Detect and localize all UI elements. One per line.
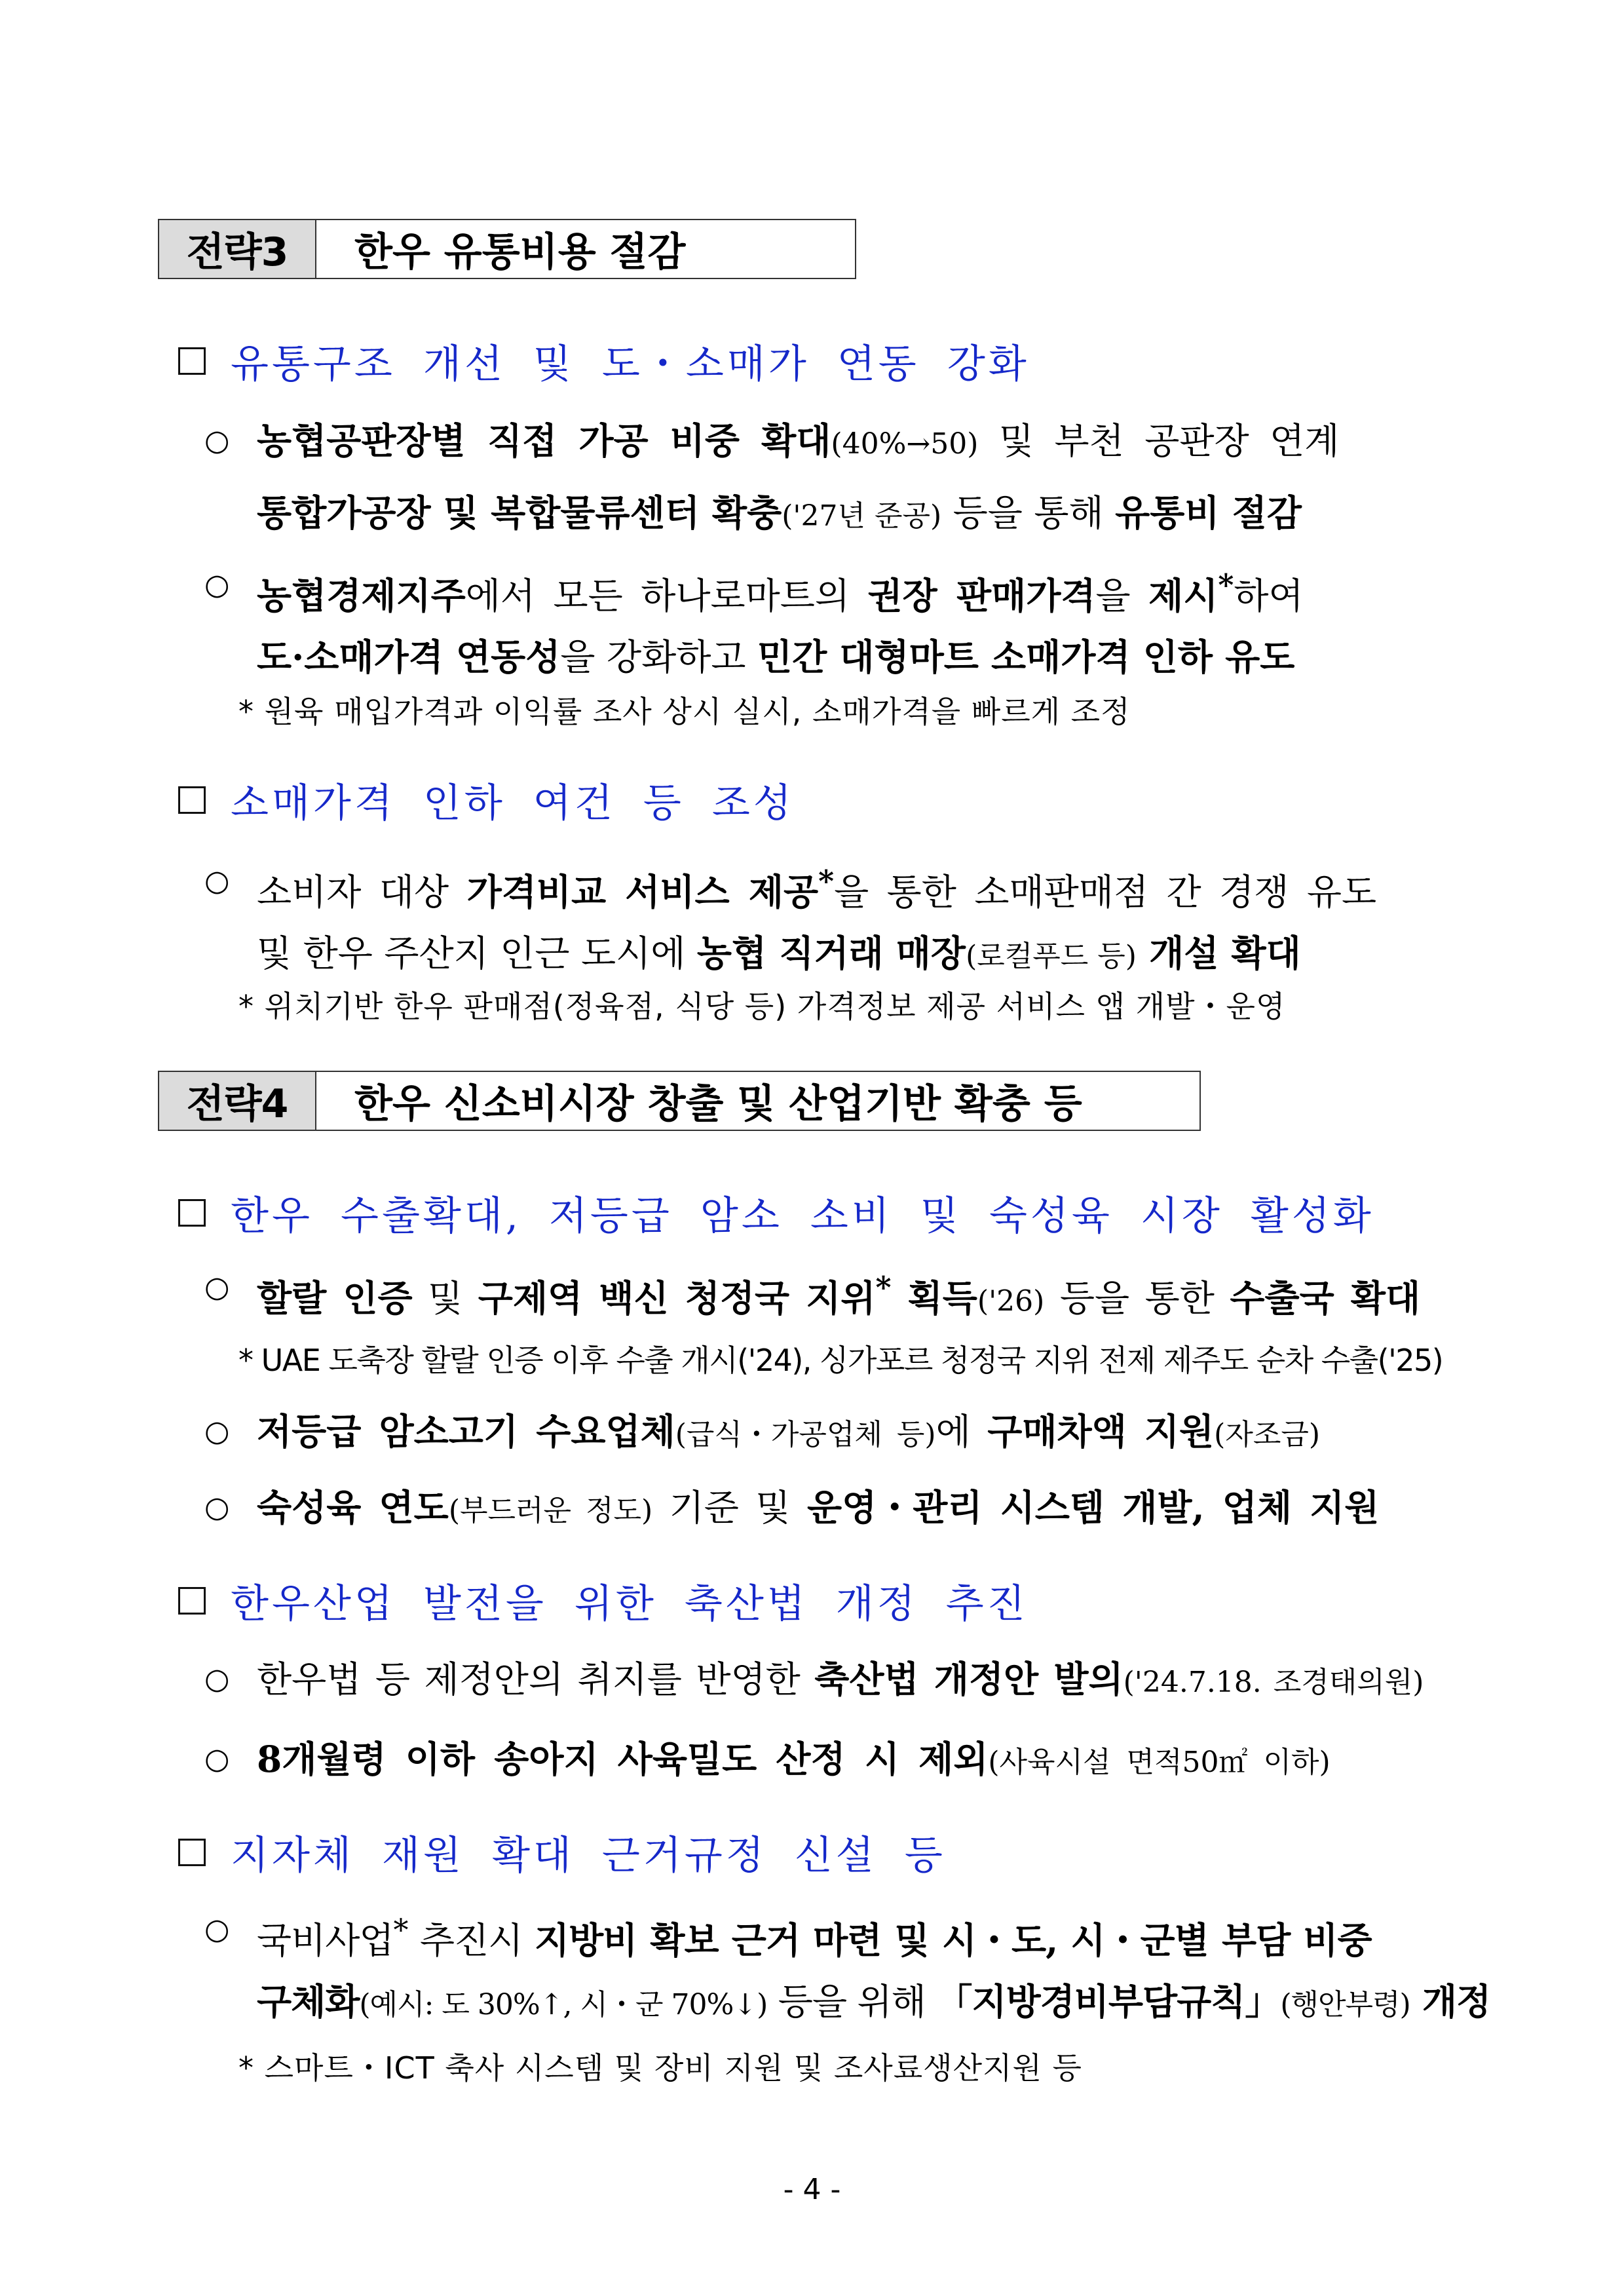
circle-bullet-icon: ○ [204,424,230,457]
strategy-3-title: 한우 유통비용 절감 [354,229,686,275]
circle-bullet-icon: ○ [204,864,230,898]
circle-bullet-icon: ○ [204,1271,230,1304]
section-heading-export-expansion: 한우 수출확대, 저등급 암소 소비 및 숙성육 시장 활성화 [178,1185,1374,1241]
circle-bullet-icon: ○ [204,1662,230,1696]
bullet-recommended-price: ○ 농협경제지주에서 모든 하나로마트의 권장 판매가격을 제시*하여 도·소매가격 연동성을 강화하고 민간 대형마트 소매가격 인하 유도 [204,549,1515,693]
page-number: - 4 - [783,2173,841,2206]
section-heading-local-funding: 지자체 재원 확대 근거규정 신설 등 [178,1824,946,1881]
strategy-3-label: 전략3 [159,220,316,278]
bullet-livestock-act-bill: ○ 한우법 등 제정안의 취지를 반영한 축산법 개정안 발의('24.7.18. 조경태의원) [204,1643,1515,1715]
section-heading-retail-price: 소매가격 인하 여건 등 조성 [178,772,795,828]
checkbox-icon [178,786,206,814]
bullet-low-grade-beef: ○ 저등급 암소고기 수요업체(급식・가공업체 등)에 구매차액 지원(자조금) [204,1396,1515,1468]
circle-bullet-icon: ○ [204,1491,230,1524]
note-uae-export: * UAE 도축장 할랄 인증 이후 수출 개시('24), 싱가포르 청정국 지위 전제 제주도 순차 수출('25) [238,1343,1443,1378]
strategy-4-title: 한우 신소비시장 창출 및 산업기반 확충 등 [354,1081,1082,1127]
bullet-price-comparison: ○ 소비자 대상 가격비교 서비스 제공*을 통한 소매판매점 간 경쟁 유도 및 한우 주산지 인근 도시에 농협 직거래 매장(로컬푸드 등) 개설 확대 [204,845,1515,989]
bullet-calf-density: ○ 8개월령 이하 송아지 사육밀도 산정 시 제외(사육시설 면적50㎡ 이하) [204,1723,1515,1795]
note-wholesale-price: * 원육 매입가격과 이익률 조사 상시 실시, 소매가격을 빠르게 조정 [238,694,1131,729]
note-smart-ict: * 스마트・ICT 축사 시스템 및 장비 지원 및 조사료생산지원 등 [238,2050,1082,2086]
circle-bullet-icon: ○ [204,1913,230,1946]
section-heading-distribution-structure: 유통구조 개선 및 도・소매가 연동 강화 [178,333,1030,389]
note-location-app: * 위치기반 한우 판매점(정육점, 식당 등) 가격정보 제공 서비스 앱 개발・운영 [238,989,1286,1024]
bullet-nonghyup-processing: ○ 농협공판장별 직접 가공 비중 확대(40%→50) 및 부천 공판장 연계 통합가공장 및 복합물류센터 확충('27년 준공) 등을 통해 유통비 절감 [204,405,1515,549]
bullet-halal-certification: ○ 할랄 인증 및 구제역 백신 청정국 지위* 획득('26) 등을 통한 수출국 확대 [204,1252,1515,1324]
circle-bullet-icon: ○ [204,1742,230,1776]
circle-bullet-icon: ○ [204,568,230,602]
section-heading-livestock-act: 한우산업 발전을 위한 축산법 개정 추진 [178,1573,1029,1629]
strategy-4-label: 전략4 [159,1072,316,1130]
checkbox-icon [178,1199,206,1227]
checkbox-icon [178,347,206,375]
circle-bullet-icon: ○ [204,1415,230,1448]
bullet-local-funding-rule: ○ 국비사업* 추진시 지방비 확보 근거 마련 및 시・도, 시・군별 부담 비중 구체화(예시: 도 30%↑, 시・군 70%↓) 등을 위해 「지방경비부담규칙」(행안부령) 개정 [204,1894,1515,2038]
checkbox-icon [178,1587,206,1615]
checkbox-icon [178,1839,206,1866]
bullet-aged-beef: ○ 숙성육 연도(부드러운 정도) 기준 및 운영・관리 시스템 개발, 업체 지원 [204,1472,1515,1544]
strategy-3-box [158,219,856,279]
strategy-4-box [158,1071,1201,1131]
